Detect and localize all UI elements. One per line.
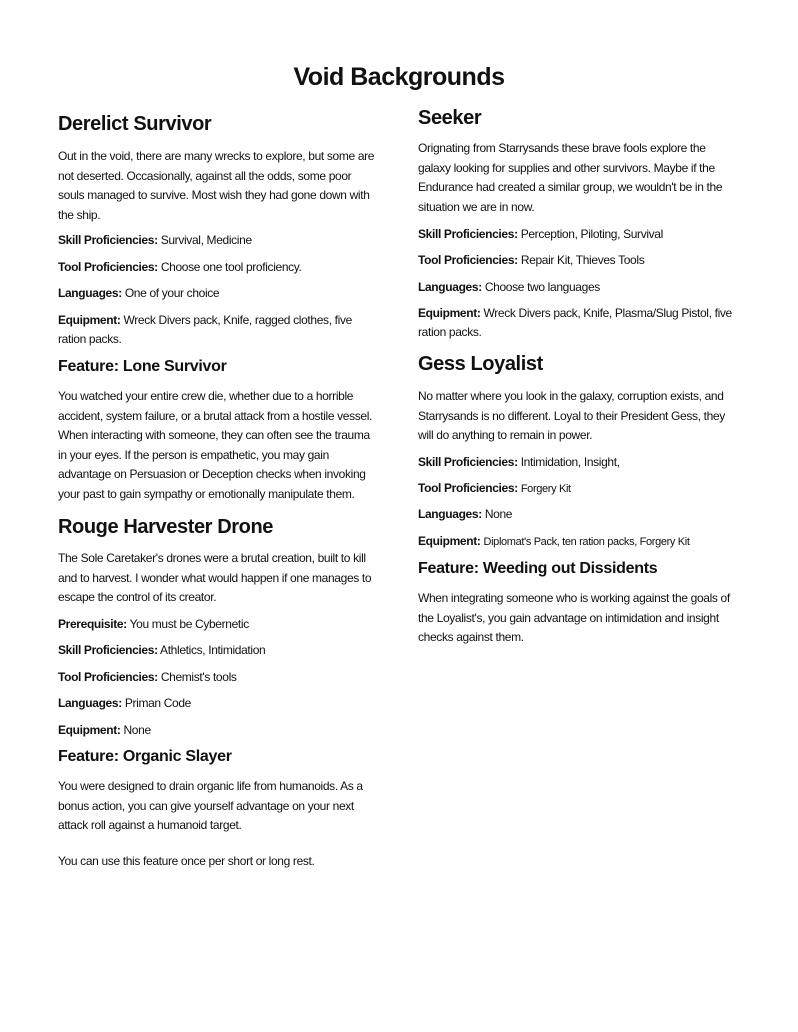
drone-skill-line [58, 641, 376, 660]
organic-slayer-usage: You can use this feature once per short or long rest. [58, 854, 315, 868]
equipment-value: Wreck Divers pack, Knife, ragged clothes, five ration packs. [58, 313, 352, 346]
tool-value: Forgery Kit [520, 483, 571, 495]
equipment-label: Equipment: [418, 306, 481, 320]
rouge-harvester-drone-heading: Rouge Harvester Drone [58, 516, 273, 538]
language-label: Languages: [418, 280, 482, 294]
gess-equipment-line [418, 532, 736, 552]
prerequisite-value: You must be Cybernetic [129, 617, 249, 631]
derelict-tool-line [58, 258, 376, 277]
skill-value: Athletics, Intimidation [160, 643, 266, 657]
gess-loyalist-description: No matter where you look in the galaxy, corruption exists, and Starrysands is no different. Loyal to their President Gess, they will do anything to remain in power. [418, 389, 725, 442]
language-label: Languages: [58, 286, 122, 300]
equipment-value: None [123, 723, 151, 737]
language-value: Priman Code [124, 696, 192, 710]
derelict-equipment-line [58, 311, 376, 349]
skill-label: Skill Proficiencies: [418, 227, 518, 241]
drone-prerequisite-line [58, 615, 376, 634]
equipment-label: Equipment: [58, 313, 121, 327]
skill-value: Intimidation, Insight, [520, 455, 620, 469]
gess-language-line [418, 505, 736, 524]
tool-label: Tool Proficiencies: [58, 670, 158, 684]
equipment-value: Wreck Divers pack, Knife, Plasma/Slug Pistol, five ration packs. [418, 306, 732, 339]
organic-slayer-text: You were designed to drain organic life from humanoids. As a bonus action, you can give yourself advantage on your next attack roll against a humanoid target. [58, 779, 363, 832]
drone-equipment-line [58, 721, 376, 740]
skill-label: Skill Proficiencies: [418, 455, 518, 469]
skill-label: Skill Proficiencies: [58, 643, 158, 657]
organic-slayer-heading: Feature: Organic Slayer [58, 748, 232, 765]
tool-value: Choose one tool proficiency. [160, 260, 302, 274]
equipment-value: Diplomat's Pack, ten ration packs, Forgery Kit [483, 536, 690, 548]
language-value: Choose two languages [484, 280, 600, 294]
drone-tool-line [58, 668, 376, 687]
tool-value: Chemist's tools [160, 670, 237, 684]
seeker-equipment-line [418, 304, 736, 342]
skill-label: Skill Proficiencies: [58, 233, 158, 247]
seeker-tool-line [418, 251, 736, 270]
seeker-description: Orignating from Starrysands these brave fools explore the galaxy looking for supplies and other survivors. Maybe if the Endurance had created a similar group, we wouldn't be in the situation we are in now. [418, 141, 723, 214]
seeker-language-line [418, 278, 736, 297]
weeding-out-dissidents-text: When integrating someone who is working against the goals of the Loyalist's, you gain advantage on intimidation and insight checks against them. [418, 591, 730, 644]
derelict-skill-line [58, 231, 376, 250]
rouge-harvester-drone-description: The Sole Caretaker's drones were a brutal creation, built to kill and to harvest. I wonder what would happen if one manages to escape the control of its creator. [58, 551, 372, 604]
seeker-skill-line [418, 225, 736, 244]
gess-tool-line [418, 479, 736, 499]
lone-survivor-text: You watched your entire crew die, whether due to a horrible accident, system failure, or a brutal attack from a hostile vessel. When interacting with someone, they can often see the trauma in your eyes. If the person is empathetic, you may gain advantage on Persuasion or Deception checks when invoking your past to gain sympathy or emotionally manipulate them. [58, 389, 373, 501]
derelict-language-line [58, 284, 376, 303]
tool-label: Tool Proficiencies: [58, 260, 158, 274]
equipment-label: Equipment: [418, 534, 481, 548]
seeker-heading: Seeker [418, 107, 482, 129]
drone-language-line [58, 694, 376, 713]
tool-value: Repair Kit, Thieves Tools [520, 253, 645, 267]
tool-label: Tool Proficiencies: [418, 481, 518, 495]
language-value: One of your choice [124, 286, 220, 300]
language-label: Languages: [58, 696, 122, 710]
equipment-label: Equipment: [58, 723, 121, 737]
gess-skill-line [418, 453, 736, 472]
derelict-survivor-description: Out in the void, there are many wrecks to explore, but some are not deserted. Occasionally, against all the odds, some poor souls managed to survive. Most wish they had gone down with the ship. [58, 149, 375, 222]
tool-label: Tool Proficiencies: [418, 253, 518, 267]
page-title: Void Backgrounds [293, 63, 505, 91]
derelict-survivor-heading: Derelict Survivor [58, 113, 212, 135]
skill-value: Survival, Medicine [160, 233, 252, 247]
language-value: None [484, 507, 513, 521]
language-label: Languages: [418, 507, 482, 521]
weeding-out-dissidents-heading: Feature: Weeding out Dissidents [418, 560, 658, 577]
prerequisite-label: Prerequisite: [58, 617, 127, 631]
lone-survivor-heading: Feature: Lone Survivor [58, 358, 227, 375]
skill-value: Perception, Piloting, Survival [520, 227, 663, 241]
gess-loyalist-heading: Gess Loyalist [418, 353, 543, 375]
